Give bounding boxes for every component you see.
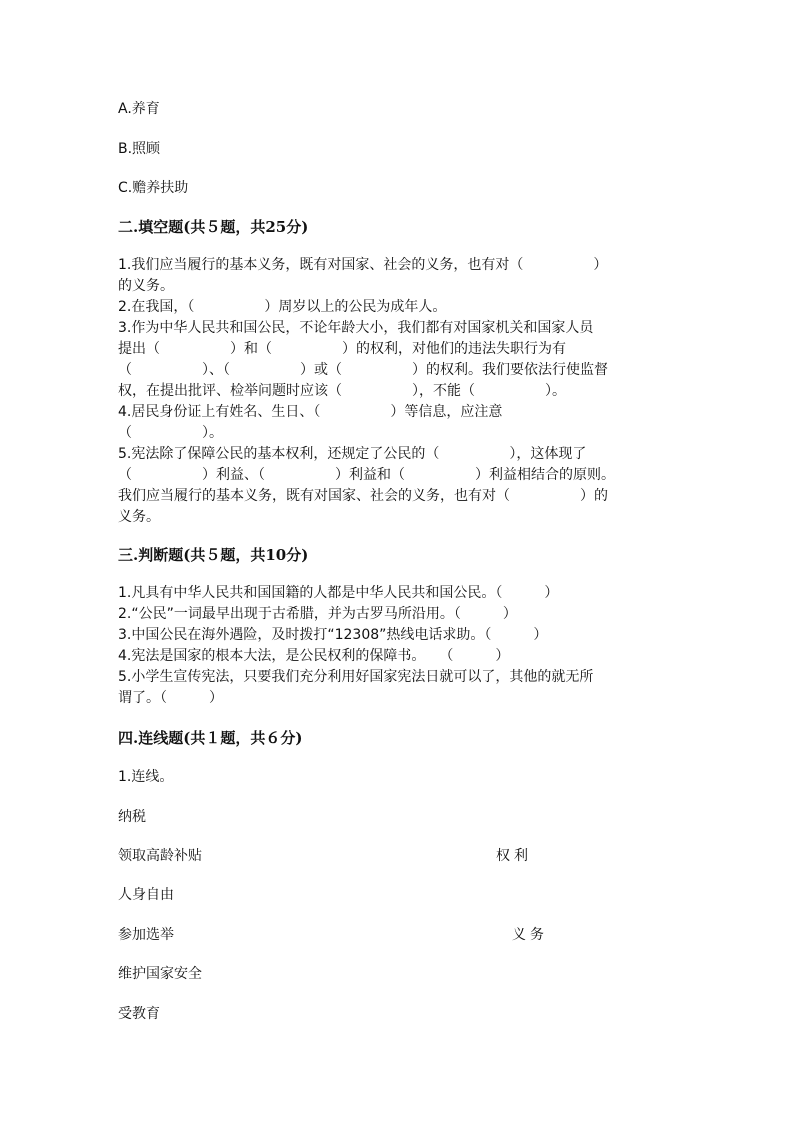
judgment-item: 谓了。（ ）	[118, 690, 223, 706]
text-line: （ ）利益、（ ）利益和（ ）利益相结合的原则。	[118, 467, 615, 483]
choice-b: B.照顾	[118, 141, 161, 157]
text-line: 提出（ ）和（ ）的权利，对他们的违法失职行为有	[118, 341, 566, 357]
matching-left-item: 参加选举	[118, 927, 174, 943]
matching-right-item: 权利	[496, 848, 532, 864]
judgment-item: 1.凡具有中华人民共和国国籍的人都是中华人民共和国公民。（ ）	[118, 585, 559, 601]
text-line: 3.作为中华人民共和国公民，不论年龄大小，我们都有对国家机关和国家人员	[118, 320, 594, 336]
text-line: 1.我们应当履行的基本义务，既有对国家、社会的义务，也有对（ ）	[118, 257, 608, 273]
matching-right-item: 义务	[512, 927, 548, 943]
text-line: 2.在我国，（ ）周岁以上的公民为成年人。	[118, 299, 447, 315]
text-line: 权，在提出批评、检举问题时应该（ ），不能（ ）。	[118, 383, 566, 399]
judgment-item: 5.小学生宣传宪法，只要我们充分利用好国家宪法日就可以了，其他的就无所	[118, 669, 594, 685]
text-line: （ ）、（ ）或（ ）的权利。我们要依法行使监督	[118, 362, 608, 378]
text-line: 4.居民身份证上有姓名、生日、（ ）等信息，应注意	[118, 404, 503, 420]
matching-left-item: 受教育	[118, 1006, 160, 1022]
section-fill-blank-body	[118, 255, 678, 528]
matching-left-item: 维护国家安全	[118, 966, 202, 982]
choice-a: A.养育	[118, 101, 160, 117]
matching-left-item: 纳税	[118, 809, 146, 825]
judgment-item: 4.宪法是国家的根本大法，是公民权利的保障书。 （ ）	[118, 648, 510, 664]
matching-left-item: 人身自由	[118, 887, 174, 903]
section-matching-title: 四.连线题(共１题，共６分)	[118, 729, 303, 747]
text-line: 的义务。	[118, 278, 174, 294]
text-line: 义务。	[118, 509, 160, 525]
judgment-item: 3.中国公民在海外遇险，及时拨打“12308”热线电话求助。（ ）	[118, 627, 548, 643]
text-line: （ ）。	[118, 425, 223, 441]
section-fill-blank-title: 二.填空题(共５题，共25分)	[118, 218, 309, 236]
matching-left-item: 领取高龄补贴	[118, 848, 202, 864]
choice-c: C.赡养扶助	[118, 180, 189, 196]
text-line: 5.宪法除了保障公民的基本权利，还规定了公民的（ ），这体现了	[118, 446, 587, 462]
matching-instruction: 1.连线。	[118, 769, 174, 785]
section-judgment-title: 三.判断题(共５题，共10分)	[118, 546, 309, 564]
text-line: 我们应当履行的基本义务，既有对国家、社会的义务，也有对（ ）的	[118, 488, 608, 504]
judgment-item: 2.“公民”一词最早出现于古希腊，并为古罗马所沿用。（ ）	[118, 606, 517, 622]
section-judgment-body	[118, 583, 678, 709]
